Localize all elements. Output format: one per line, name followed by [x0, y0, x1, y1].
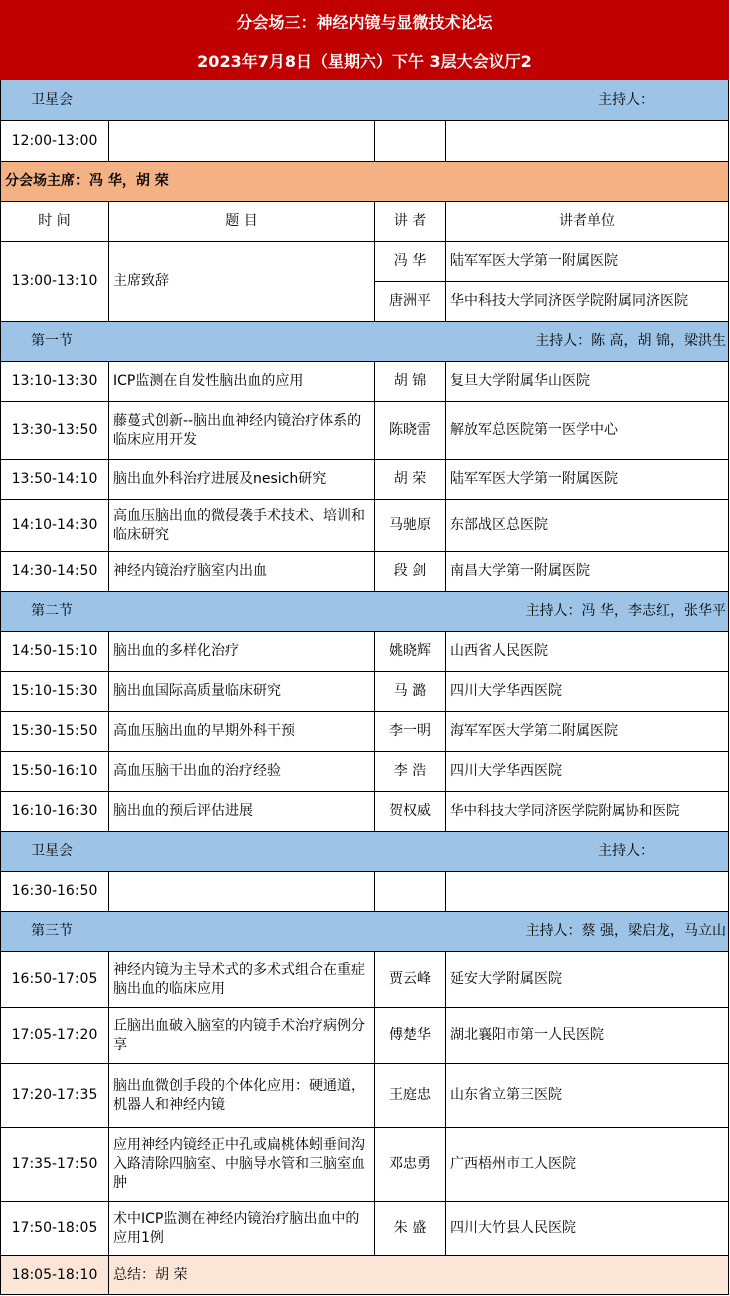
satellite-host: 主持人： — [300, 80, 729, 121]
s3r5-unit: 四川大竹县人民医院 — [446, 1202, 729, 1256]
satellite2-topic-cell — [109, 872, 375, 912]
satellite2-speaker-cell — [375, 872, 446, 912]
satellite2-unit-cell — [446, 872, 729, 912]
section3-host: 主持人：蔡 强，梁启龙，马立山 — [300, 912, 729, 952]
s3r5-topic: 术中ICP监测在神经内镜治疗脑出血中的应用1例 — [109, 1202, 375, 1256]
summary-text: 总结：胡 荣 — [109, 1256, 729, 1295]
s2r2-speaker: 马 潞 — [375, 672, 446, 712]
satellite-unit-cell — [446, 121, 729, 162]
s3r3-unit: 山东省立第三医院 — [446, 1064, 729, 1128]
s2r1-topic: 脑出血的多样化治疗 — [109, 632, 375, 672]
s1r3-time: 13:50-14:10 — [0, 460, 109, 500]
s1r2-topic: 藤蔓式创新--脑出血神经内镜治疗体系的临床应用开发 — [109, 402, 375, 460]
s3r2-time: 17:05-17:20 — [0, 1008, 109, 1064]
s3r2-topic: 丘脑出血破入脑室的内镜手术治疗病例分享 — [109, 1008, 375, 1064]
s1r4-speaker: 马驰原 — [375, 500, 446, 552]
satellite2-time: 16:30-16:50 — [0, 872, 109, 912]
satellite2-label: 卫星会 — [31, 843, 73, 859]
s2r4-speaker: 李 浩 — [375, 752, 446, 792]
s2r3-time: 15:30-15:50 — [0, 712, 109, 752]
s1r5-topic: 神经内镜治疗脑室内出血 — [109, 552, 375, 592]
s3r1-topic: 神经内镜为主导术式的多术式组合在重症脑出血的临床应用 — [109, 952, 375, 1008]
s3r4-unit: 广西梧州市工人医院 — [446, 1128, 729, 1202]
s1r1-speaker: 胡 锦 — [375, 362, 446, 402]
s1r4-time: 14:10-14:30 — [0, 500, 109, 552]
s2r4-unit: 四川大学华西医院 — [446, 752, 729, 792]
summary-time: 18:05-18:10 — [0, 1256, 109, 1295]
s1r1-unit: 复旦大学附属华山医院 — [446, 362, 729, 402]
s3r3-speaker: 王庭忠 — [375, 1064, 446, 1128]
s2r5-time: 16:10-16:30 — [0, 792, 109, 832]
s1r3-speaker: 胡 荣 — [375, 460, 446, 500]
s2r2-time: 15:10-15:30 — [0, 672, 109, 712]
s1r5-time: 14:30-14:50 — [0, 552, 109, 592]
section1-host: 主持人：陈 高，胡 锦，梁洪生 — [300, 322, 729, 362]
s1r2-unit: 解放军总医院第一医学中心 — [446, 402, 729, 460]
s2r2-unit: 四川大学华西医院 — [446, 672, 729, 712]
s2r2-topic: 脑出血国际高质量临床研究 — [109, 672, 375, 712]
s3r5-time: 17:50-18:05 — [0, 1202, 109, 1256]
s2r5-speaker: 贺权威 — [375, 792, 446, 832]
s1r2-speaker: 陈晓雷 — [375, 402, 446, 460]
s2r4-time: 15:50-16:10 — [0, 752, 109, 792]
col-unit: 讲者单位 — [446, 202, 729, 242]
s2r1-time: 14:50-15:10 — [0, 632, 109, 672]
s2r5-unit: 华中科技大学同济医学院附属协和医院 — [446, 792, 729, 832]
satellite2-host: 主持人： — [300, 832, 729, 872]
s3r4-time: 17:35-17:50 — [0, 1128, 109, 1202]
section2-host: 主持人：冯 华，李志红，张华平 — [300, 592, 729, 632]
s1r3-topic: 脑出血外科治疗进展及nesich研究 — [109, 460, 375, 500]
opening-topic: 主席致辞 — [109, 242, 375, 322]
s2r1-unit: 山西省人民医院 — [446, 632, 729, 672]
s3r4-topic: 应用神经内镜经正中孔或扁桃体蚓垂间沟入路清除四脑室、中脑导水管和三脑室血肿 — [109, 1128, 375, 1202]
forum-date-venue: 2023年7月8日（星期六）下午 3层大会议厅2 — [197, 52, 532, 71]
s1r4-topic: 高血压脑出血的微侵袭手术技术、培训和临床研究 — [109, 500, 375, 552]
section1-label: 第一节 — [31, 333, 73, 349]
s3r1-speaker: 贾云峰 — [375, 952, 446, 1008]
col-topic: 题 目 — [109, 202, 375, 242]
s1r2-time: 13:30-13:50 — [0, 402, 109, 460]
s3r1-unit: 延安大学附属医院 — [446, 952, 729, 1008]
forum-title: 分会场三：神经内镜与显微技术论坛 — [236, 13, 493, 32]
s1r1-time: 13:10-13:30 — [0, 362, 109, 402]
s1r3-unit: 陆军军医大学第一附属医院 — [446, 460, 729, 500]
s2r3-speaker: 李一明 — [375, 712, 446, 752]
satellite-speaker-cell — [375, 121, 446, 162]
s3r1-time: 16:50-17:05 — [0, 952, 109, 1008]
section2-label: 第二节 — [31, 603, 73, 619]
opening-unit-1: 陆军军医大学第一附属医院 — [446, 242, 729, 282]
opening-speaker-1: 冯 华 — [375, 242, 446, 282]
s3r3-topic: 脑出血微创手段的个体化应用：硬通道，机器人和神经内镜 — [109, 1064, 375, 1128]
satellite-time: 12:00-13:00 — [0, 121, 109, 162]
section3-label: 第三节 — [31, 923, 73, 939]
satellite-topic-cell — [109, 121, 375, 162]
s2r1-speaker: 姚晓辉 — [375, 632, 446, 672]
s1r1-topic: ICP监测在自发性脑出血的应用 — [109, 362, 375, 402]
s1r5-speaker: 段 剑 — [375, 552, 446, 592]
col-time: 时 间 — [0, 202, 109, 242]
col-speaker: 讲 者 — [375, 202, 446, 242]
opening-speaker-2: 唐洲平 — [375, 282, 446, 322]
s2r5-topic: 脑出血的预后评估进展 — [109, 792, 375, 832]
s1r4-unit: 东部战区总医院 — [446, 500, 729, 552]
satellite-label: 卫星会 — [31, 91, 73, 108]
s2r3-topic: 高血压脑出血的早期外科干预 — [109, 712, 375, 752]
s2r4-topic: 高血压脑干出血的治疗经验 — [109, 752, 375, 792]
s3r3-time: 17:20-17:35 — [0, 1064, 109, 1128]
s2r3-unit: 海军军医大学第二附属医院 — [446, 712, 729, 752]
s3r2-speaker: 傅楚华 — [375, 1008, 446, 1064]
opening-time: 13:00-13:10 — [0, 242, 109, 322]
opening-unit-2: 华中科技大学同济医学院附属同济医院 — [446, 282, 729, 322]
s3r5-speaker: 朱 盛 — [375, 1202, 446, 1256]
s3r4-speaker: 邓忠勇 — [375, 1128, 446, 1202]
chair-row: 分会场主席：冯 华，胡 荣 — [0, 162, 729, 202]
s3r2-unit: 湖北襄阳市第一人民医院 — [446, 1008, 729, 1064]
s1r5-unit: 南昌大学第一附属医院 — [446, 552, 729, 592]
